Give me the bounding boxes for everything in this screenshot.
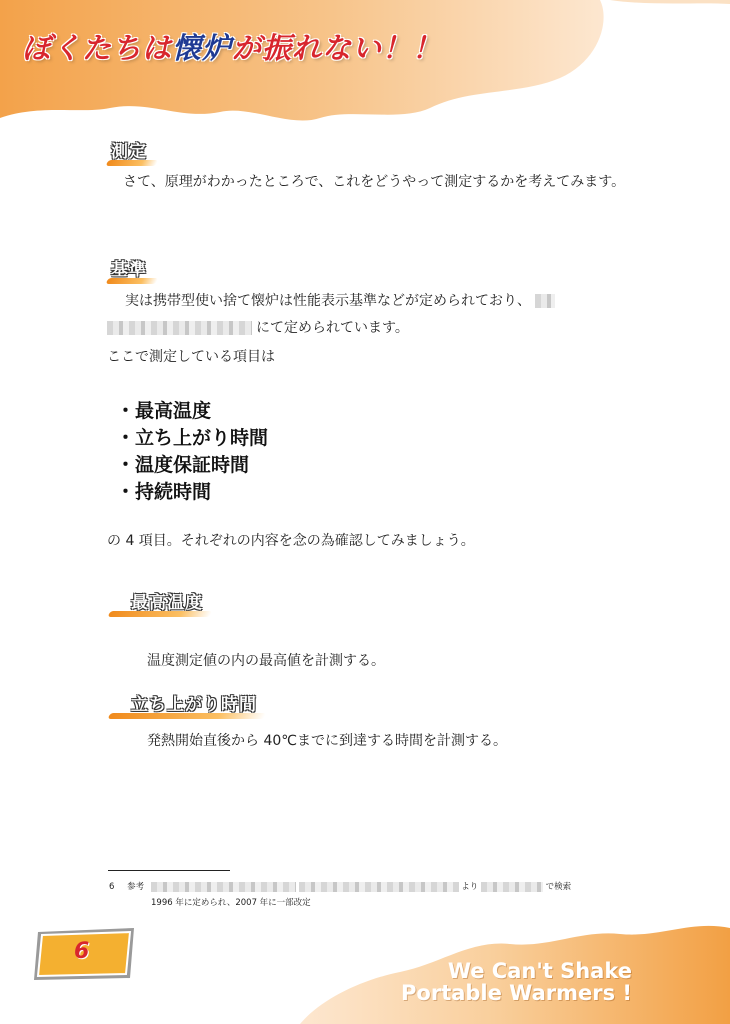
tagline-line-2: Portable Warmers ! bbox=[401, 981, 632, 1005]
redacted-mosaic bbox=[481, 882, 543, 892]
list-item: ・立ち上がり時間 bbox=[116, 427, 269, 449]
heading-measure: 測定 bbox=[111, 137, 147, 162]
standard-line-1-text: 実は携帯型使い捨て懐炉は性能表示基準などが定められており、 bbox=[125, 293, 531, 309]
page-number: 6 bbox=[74, 939, 90, 964]
footnote-label: 参考 bbox=[127, 882, 145, 892]
items-summary: の 4 項目。それぞれの内容を念の為確認してみましょう。 bbox=[107, 533, 475, 549]
footnote-rule bbox=[108, 870, 230, 871]
max-temperature-text: 温度測定値の内の最高値を計測する。 bbox=[147, 653, 385, 669]
heading-standard: 基準 bbox=[111, 255, 147, 280]
list-item: ・最高温度 bbox=[116, 400, 212, 422]
header-wave-decoration bbox=[0, 0, 730, 150]
redacted-mosaic bbox=[151, 882, 296, 892]
page-title bbox=[22, 26, 442, 67]
title-pre: ぼくたちは bbox=[22, 31, 173, 65]
measured-items-list bbox=[116, 398, 268, 506]
footnote-line-2: 1996 年に定められ、2007 年に一部改定 bbox=[151, 898, 311, 908]
footnote-search: で検索 bbox=[545, 882, 572, 892]
heading-max-temperature: 最高温度 bbox=[131, 588, 203, 613]
heading-rise-time: 立ち上がり時間 bbox=[131, 690, 257, 715]
measure-paragraph: さて、原理がわかったところで、これをどうやって測定するかを考えてみます。 bbox=[123, 174, 626, 190]
title-highlight: 懐炉 bbox=[172, 31, 233, 65]
standard-line-1 bbox=[125, 290, 555, 310]
list-item: ・持続時間 bbox=[116, 481, 212, 503]
tagline-line-1: We Can't Shake bbox=[447, 959, 632, 983]
standard-line-2-text: にて定められています。 bbox=[256, 320, 409, 336]
standard-line-2 bbox=[107, 317, 409, 337]
redacted-mosaic bbox=[299, 882, 459, 892]
footnote-yori: より bbox=[461, 882, 479, 892]
rise-time-text: 発熱開始直後から 40℃までに到達する時間を計測する。 bbox=[147, 733, 507, 749]
redacted-mosaic bbox=[535, 294, 555, 308]
standard-line-3: ここで測定している項目は bbox=[107, 349, 275, 365]
title-post: が振れない！！ bbox=[232, 31, 443, 65]
footnote-number: 6 bbox=[109, 882, 115, 892]
redacted-mosaic bbox=[107, 321, 252, 335]
list-item: ・温度保証時間 bbox=[116, 454, 250, 476]
footnote-line-1 bbox=[109, 880, 571, 892]
